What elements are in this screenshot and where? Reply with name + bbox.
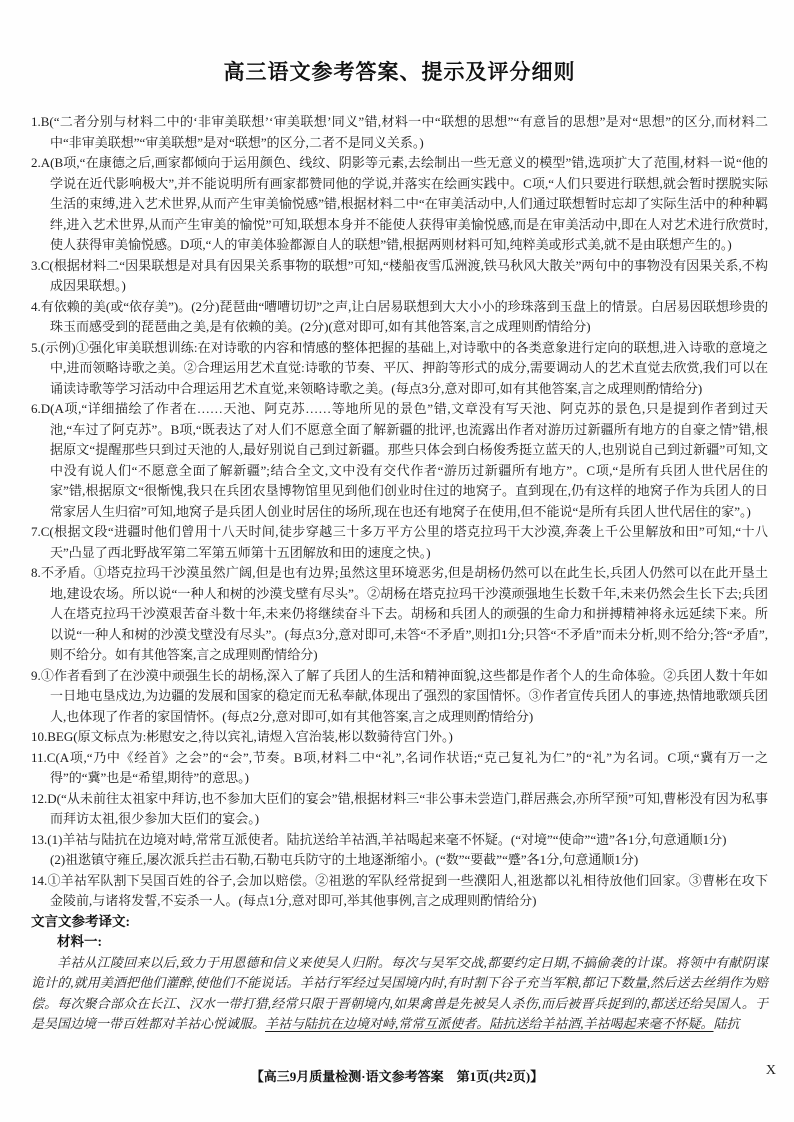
answer-text: ①作者看到了在沙漠中顽强生长的胡杨,深入了解了兵团人的生活和精神面貌,这些都是作者个人的生命体验。②兵团人数十年如一日地屯垦戍边,为边疆的发展和国家的稳定而无私奉献,体现出了强烈的家国情怀。③作者宣传兵团人的事迹,热情地歌颂兵团人,也体现了作者的家国情怀。(每点2分,意对即可,如有其他答案,言之成理则酌情给分) (40, 667, 768, 724)
answer-item-14 (31, 871, 768, 912)
answer-item-10 (31, 727, 768, 748)
answer-item-1 (31, 112, 768, 153)
answer-number: 3. (31, 257, 41, 273)
answer-item-7 (31, 522, 768, 563)
answer-text: BEG(原文标点为:彬慰安之,待以宾礼,请煜入宫治装,彬以数骑待宫门外。) (47, 729, 453, 744)
answer-number: 1. (31, 114, 41, 129)
answer-item-13 (31, 830, 768, 871)
answer-item-12 (31, 789, 768, 830)
answer-number: 7. (31, 524, 41, 539)
answer-item-6 (31, 399, 768, 522)
answer-text: C(根据文段“进疆时他们曾用十八天时间,徒步穿越三十多万平方公里的塔克拉玛干大沙漠,奔袭上千公里解放和田”可知,“十八天”凸显了西北野战军第二军第五师第十五团解放和田的速度之快。) (40, 524, 768, 560)
answer-item-4 (31, 297, 768, 338)
answer-number: 5. (31, 339, 41, 355)
answer-item-8 (31, 563, 768, 666)
answers-section (31, 112, 768, 912)
answer-text: D(“从未前往太祖家中拜访,也不参加大臣们的宴会”错,根据材料三“非公事未尝造门,群居燕会,亦所罕预”可知,曹彬没有因为私事而拜访太祖,很少参加大臣们的宴会。) (47, 790, 768, 826)
translation-text-end: 陆抗 (713, 1016, 740, 1031)
translation-paragraph (31, 953, 768, 1035)
answer-item-3 (31, 256, 768, 297)
answer-number: 2. (31, 155, 41, 170)
answer-line-2: (2)祖逖镇守雍丘,屡次派兵拦击石勒,石勒屯兵防守的土地逐渐缩小。(“数”“要截”“蹙”各1分,句意通顺1分) (50, 852, 639, 867)
material-one-label: 材料一: (57, 934, 102, 949)
page-footer (0, 1066, 794, 1085)
page-title: 高三语文参考答案、提示及评分细则 (223, 61, 576, 84)
answer-item-11 (31, 748, 768, 789)
answer-number: 11. (31, 749, 47, 765)
footer-text: 【高三9月质量检测·语文参考答案 第1页(共2页)】 (250, 1069, 544, 1084)
answer-text: 不矛盾。①塔克拉玛干沙漠虽然广阔,但是也有边界;虽然这里环境恶劣,但是胡杨仍然可以在此生长,兵团人仍然可以在此开垦土地,建设农场。所以说“一种人和树的沙漠戈壁有尽头”。②胡杨在塔克拉玛干沙漠顽强地生长数千年,未来仍然会生长下去;兵团人在塔克拉玛干沙漠艰苦奋斗数十年,未来仍将继续奋斗下去。胡杨和兵团人的顽强的生命力和拼搏精神将永远延续下来。所以说“一种人和树的沙漠戈壁没有尽头”。(每点3分,意对即可,未答“不矛盾”,则扣1分;只答“不矛盾”而未分析,则不给分;答“矛盾”,则不给分。如有其他答案,言之成理则酌情给分) (40, 565, 768, 662)
answer-number: 14. (31, 872, 48, 888)
answer-text: B(“二者分别与材料二中的‘非审美联想’‘审美联想’同义”错,材料一中“联想的思想”“有意旨的思想”是对“思想”的区分,而材料二中“非审美联想”“审美联想”是对“联想”的区分,二者不是同义关系。) (40, 114, 768, 150)
answer-text: ①羊祜军队割下吴国百姓的谷子,会加以赔偿。②祖逖的军队经常捉到一些濮阳人,祖逖都以礼相待放他们回家。③曹彬在攻下金陵前,与诸将发誓,不妄杀一人。(每点1分,意对即可,举其他事例,言之成理则酌情给分) (47, 872, 768, 908)
answer-text: 有依赖的美(或“依存美”)。(2分)琵琶曲“嘈嘈切切”之声,让白居易联想到大大小小的珍珠落到玉盘上的情景。白居易因联想珍贵的珠玉而感受到的琵琶曲之美,是有依赖的美。(2分)(意对即可,如有其他答案,言之成理则酌情给分) (40, 298, 768, 334)
answer-number: 10. (31, 729, 48, 744)
answer-text: A(B项,“在康德之后,画家都倾向于运用颜色、线纹、阴影等元素,去绘制出一些无意义的模型”错,选项扩大了范围,材料一说“他的学说在近代影响极大”,并不能说明所有画家都赞同他的学说,并落实在绘画实践中。C项,“人们只要进行联想,就会暂时摆脱实际生活的束缚,进入艺术世界,从而产生审美愉悦感”错,根据材料二中“在审美活动中,人们通过联想暂时忘却了实际生活中的种种羁绊,进入艺术世界,从而产生审美的愉悦”可知,联想本身并不能使人获得审美愉悦感,而是在审美活动中,即在人对艺术进行欣赏时,使人获得审美愉悦感。D项,“人的审美体验都源自人的联想”错,根据两则材料可知,纯粹美或形式美,就不是由联想产生的。) (40, 155, 768, 252)
translation-heading: 文言文参考译文: (31, 913, 130, 929)
answer-text: (1)羊祜与陆抗在边境对峙,常常互派使者。陆抗送给羊祜酒,羊祜喝起来毫不怀疑。(“对境”“使命”“遗”各1分,句意通顺1分) (47, 831, 727, 847)
answer-item-5 (31, 338, 768, 400)
answer-item-2 (31, 153, 768, 256)
answer-number: 8. (31, 565, 41, 580)
answer-item-9 (31, 666, 768, 728)
translation-text-start: 羊祜从江陵回来以后,致力于用恩德和信义来使吴人归附。每次与吴军交战,都要约定日期,不搞偷袭的计谋。将领中有献阴谋诡计的,就用美酒把他们灌醉,使他们不能说话。羊祜行军经过吴国境内时,有时割下谷子充当军粮,都记下数量,然后送去丝绢作为赔偿。每次聚合部众在长江、汉水一带打猎,经常只限于晋朝境内,如果禽兽是先被吴人杀伤,而后被晋兵捉到的,都送还给吴国人。于是吴国边境一带百姓都对羊祜心悦诚服。 (31, 954, 768, 1031)
answer-text: (示例)①强化审美联想训练:在对诗歌的内容和情感的整体把握的基础上,对诗歌中的各类意象进行定向的联想,进入诗歌的意境之中,进而领略诗歌之美。②合理运用艺术直觉:诗歌的节奏、平仄、押韵等形式的成分,需要调动人的艺术直觉去欣赏,我们可以在诵读诗歌等学习活动中合理运用艺术直觉,来领略诗歌之美。(每点3分,意对即可,如有其他答案,言之成理则酌情给分) (40, 339, 768, 396)
page-corner-mark: X (765, 1063, 776, 1078)
answer-number: 6. (31, 401, 41, 416)
answer-text: D(A项,“详细描绘了作者在……天池、阿克苏……等地所见的景色”错,文章没有写天池、阿克苏的景色,只是提到作者到过天池,“车过了阿克苏”。B项,“既表达了对人们不愿意全面了解新疆的批评,也流露出作者对游历过新疆所有地方的自豪之情”错,根据原文“提醒那些只到过天池的人,最好别说自己到过新疆。那些只体会到白杨俊秀挺立蓝天的人,也别说自己到过新疆”可知,文中没有说人们“不愿意全面了解新疆”;结合全文,文中没有交代作者“游历过新疆所有地方”。C项,“是所有兵团人世代居住的家”错,根据原文“很惭愧,我只在兵团农垦博物馆里见到他们创业时住过的地窝子。直到现在,仍有这样的地窝子作为兵团人的日常家居人生归宿”可知,地窝子是兵团人创业时居住的场所,现在也还有地窝子在使用,但不能说“是所有兵团人世代居住的家”。) (40, 401, 768, 519)
answer-number: 12. (31, 790, 48, 806)
answer-number: 4. (31, 298, 41, 314)
answer-text: C(根据材料二“因果联想是对具有因果关系事物的联想”可知,“楼船夜雪瓜洲渡,铁马秋风大散关”两句中的事物没有因果关系,不构成因果联想。) (40, 257, 768, 293)
answer-number: 9. (31, 667, 41, 683)
answer-number: 13. (31, 831, 48, 847)
answer-text: C(A项,“乃中《经首》之会”的“会”,节奏。B项,材料二中“礼”,名词作状语;“克己复礼为仁”的“礼”为名词。C项,“冀有万一之得”的“冀”也是“希望,期待”的意思。) (46, 749, 768, 785)
translation-underlined-sentence: 羊祜与陆抗在边境对峙,常常互派使者。陆抗送给羊祜酒,羊祜喝起来毫不怀疑。 (265, 1016, 714, 1031)
